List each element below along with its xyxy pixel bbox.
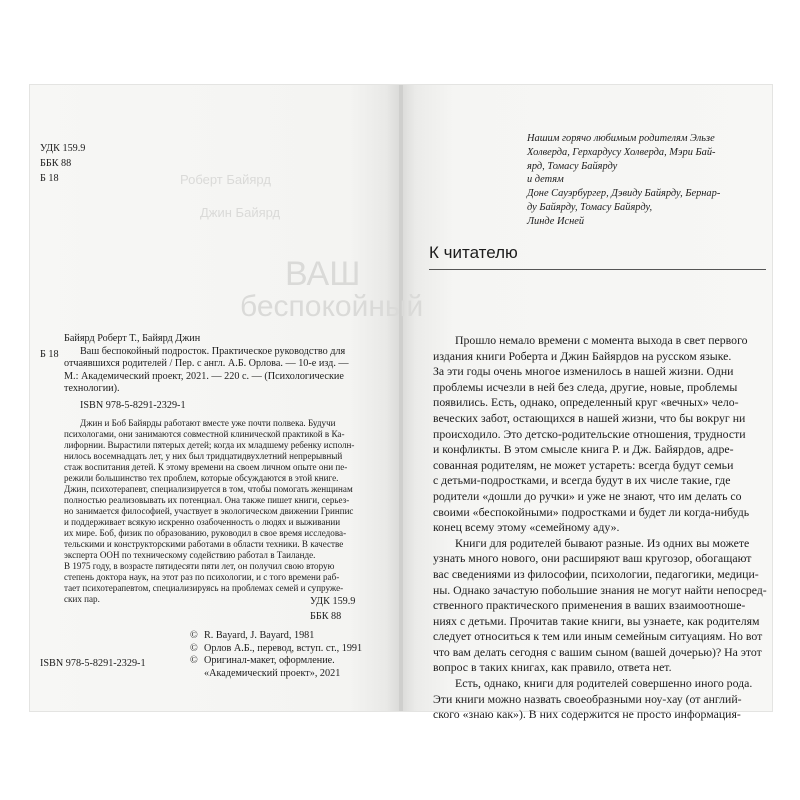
annotation-line: и поддерживает всякую искренно озабоченность о людях и выживании bbox=[64, 517, 341, 527]
card-index: Б 18 bbox=[40, 349, 59, 360]
card-line: технологии). bbox=[64, 383, 120, 395]
annotation-line: Джин, психотерапевт, специализируется в том, чтобы помогать женщинам bbox=[64, 484, 353, 494]
copyright-line: «Академический проект», 2021 bbox=[204, 667, 341, 679]
body-line: издания книги Роберта и Джин Байярдов на русском языке. bbox=[433, 348, 732, 363]
body-text bbox=[433, 333, 767, 723]
dedication-line: Линде Исней bbox=[527, 215, 585, 227]
dedication-line: ду Байярду, Томасу Байярду, bbox=[527, 201, 653, 213]
body-line: ниях с детьми. Прочитав такие книги, вы узнаете, как родителям bbox=[433, 613, 760, 628]
annotation-line: полностью реализовывать их потенциал. Она также пишет книги, серьез- bbox=[64, 495, 350, 505]
dedication-line: Нашим горячо любимым родителям Эльзе bbox=[527, 133, 715, 144]
card-author: Байярд Роберт Т., Байярд Джин bbox=[64, 333, 201, 344]
show-through-author-1: Роберт Байярд bbox=[180, 172, 271, 187]
book-gutter bbox=[399, 85, 403, 711]
annotation-line: но занимается философией, участвует в экологическом движении Гринпис bbox=[64, 506, 354, 516]
copyright-block bbox=[190, 630, 362, 680]
catalog-card bbox=[64, 333, 349, 396]
body-line: появились. Есть, однако, определенный круг «вечных» чело- bbox=[433, 395, 739, 410]
heading-rule bbox=[429, 269, 766, 270]
annotation-line: нилось восемнадцать лет, у них был тридцатидвухлетний непрерывный bbox=[64, 451, 343, 461]
card-line: отчаявшихся родителей / Пер. с англ. А.Б. Орлова. — 10-е изд. — bbox=[64, 358, 349, 370]
card-isbn: ISBN 978-5-8291-2329-1 bbox=[80, 400, 186, 411]
body-line: Книги для родителей бывают разные. Из одних вы можете bbox=[455, 535, 750, 550]
show-through-title-1: ВАШ bbox=[285, 255, 361, 293]
body-line: веческих забот, остающихся в нашей жизни, что бы вокруг ни bbox=[433, 410, 746, 425]
body-line: следует относиться к тем или иным семейным ситуациям. Но вот bbox=[433, 629, 763, 644]
annotation-line: психологами, они занимаются совместной клинической практикой в Ка- bbox=[64, 429, 345, 439]
body-line: что вам делать сегодня с вашим сыном (вашей дочерью)? На этот bbox=[433, 644, 762, 659]
body-line: сованная родителям, не может устареть: всегда будут семьи bbox=[433, 457, 734, 472]
annotation-line: ских пар. bbox=[64, 594, 100, 604]
show-through-title-2: беспокойный bbox=[240, 290, 424, 323]
index-top: Б 18 bbox=[40, 173, 59, 184]
copyright-icon: © bbox=[190, 655, 198, 667]
show-through-author-2: Джин Байярд bbox=[200, 205, 281, 220]
annotation-line: стаж воспитания детей. К этому времени на своем личном опыте они пе- bbox=[64, 462, 348, 472]
card-line: Ваш беспокойный подросток. Практическое руководство для bbox=[80, 345, 346, 357]
body-line: За эти годы очень многое изменилось в нашей жизни. Одни bbox=[433, 364, 734, 379]
annotation-line: режили большинство тех проблем, которые обсуждаются в этой книге. bbox=[64, 473, 339, 483]
body-line: и конфликты. В этом смысле книга Р. и Дж. Байярдов, адре- bbox=[433, 442, 734, 457]
body-line: проблемы исчезли в ней без следа, другие, новые, проблемы bbox=[433, 379, 738, 394]
body-line: вопрос в таких книгах, как правило, ответа нет. bbox=[433, 660, 672, 675]
annotation-line: их мире. Боб, физик по образованию, руководил в свое время исследова- bbox=[64, 528, 347, 538]
section-heading: К читателю bbox=[429, 243, 518, 262]
copyright-line: © Оригинал-макет, оформление. bbox=[190, 655, 335, 667]
body-line: узнать много нового, они расширяют ваш кругозор, обогащают bbox=[433, 551, 752, 566]
annotation-line: эксперта ООН по техническому содействию работал в Таиланде. bbox=[64, 550, 316, 560]
udk-bottom: УДК 159.9 bbox=[310, 596, 356, 607]
body-line: Эти книги можно назвать своеобразными ноу-хау (от англий- bbox=[433, 691, 742, 706]
annotation-line: степень доктора наук, на этот раз по психологии, и с того времени раб- bbox=[64, 572, 340, 582]
bbk-bottom: ББК 88 bbox=[310, 611, 342, 622]
udk-top: УДК 159.9 bbox=[40, 143, 86, 154]
copyright-line: © Орлов А.Б., перевод, вступ. ст., 1991 bbox=[190, 642, 363, 654]
dedication-line: Холверда, Герхардусу Холверда, Мэри Бай- bbox=[527, 146, 716, 158]
body-line: ны. Однако зачастую побольшие знания не могут найти непосред- bbox=[433, 582, 767, 597]
annotation-line: тельскими и конструкторскими работами в области техники. В качестве bbox=[64, 539, 344, 549]
body-line: вас сведениями из философии, психологии, педагогики, медици- bbox=[433, 566, 759, 581]
isbn-bottom: ISBN 978-5-8291-2329-1 bbox=[40, 658, 146, 669]
body-line: Есть, однако, книги для родителей совершенно иного рода. bbox=[455, 676, 753, 691]
body-line: ственного практического применения в ваших взаимоотноше- bbox=[433, 598, 746, 613]
dedication-line: и детям bbox=[527, 174, 564, 186]
body-line: Прошло немало времени с момента выхода в свет первого bbox=[455, 333, 748, 347]
dedication-line: ярд, Томасу Байярду bbox=[527, 160, 618, 172]
body-line: конец всему этому «семейному аду». bbox=[433, 520, 620, 535]
copyright-line: © R. Bayard, J. Bayard, 1981 bbox=[190, 630, 315, 641]
body-line: с детьми-подростками, и всегда будут в их числе такие, где bbox=[433, 473, 731, 488]
bbk-top: ББК 88 bbox=[40, 158, 72, 169]
copyright-icon: © bbox=[190, 630, 198, 641]
body-line: ского «знаю как»). В них содержится не просто информация- bbox=[433, 707, 741, 722]
dedication bbox=[527, 132, 720, 229]
annotation-line: В 1975 году, в возрасте пятидесяти пяти лет, он получил свою вторую bbox=[64, 561, 335, 571]
annotation bbox=[64, 418, 354, 605]
card-line: М.: Академический проект, 2021. — 220 с. — (Психологические bbox=[64, 370, 344, 382]
copyright-icon: © bbox=[190, 642, 198, 654]
body-line: своими «беспокойными» подростками и будет ли когда-нибудь bbox=[433, 504, 750, 519]
annotation-line: Джин и Боб Байярды работают вместе уже почти полвека. Будучи bbox=[80, 418, 336, 428]
annotation-line: лифорнии. Вырастили пятерых детей; когда их младшему ребенку исполн- bbox=[64, 440, 355, 450]
body-line: родители «дошли до ручки» и уже не знают, что им делать со bbox=[433, 488, 742, 503]
body-line: происходило. Это детско-родительские отношения, трудности bbox=[433, 426, 746, 441]
dedication-line: Доне Сауэрбургер, Дэвиду Байярду, Бернар- bbox=[527, 188, 721, 200]
annotation-line: тает психотерапевтом, специализируясь на проблемах семей и супруже- bbox=[64, 583, 344, 593]
